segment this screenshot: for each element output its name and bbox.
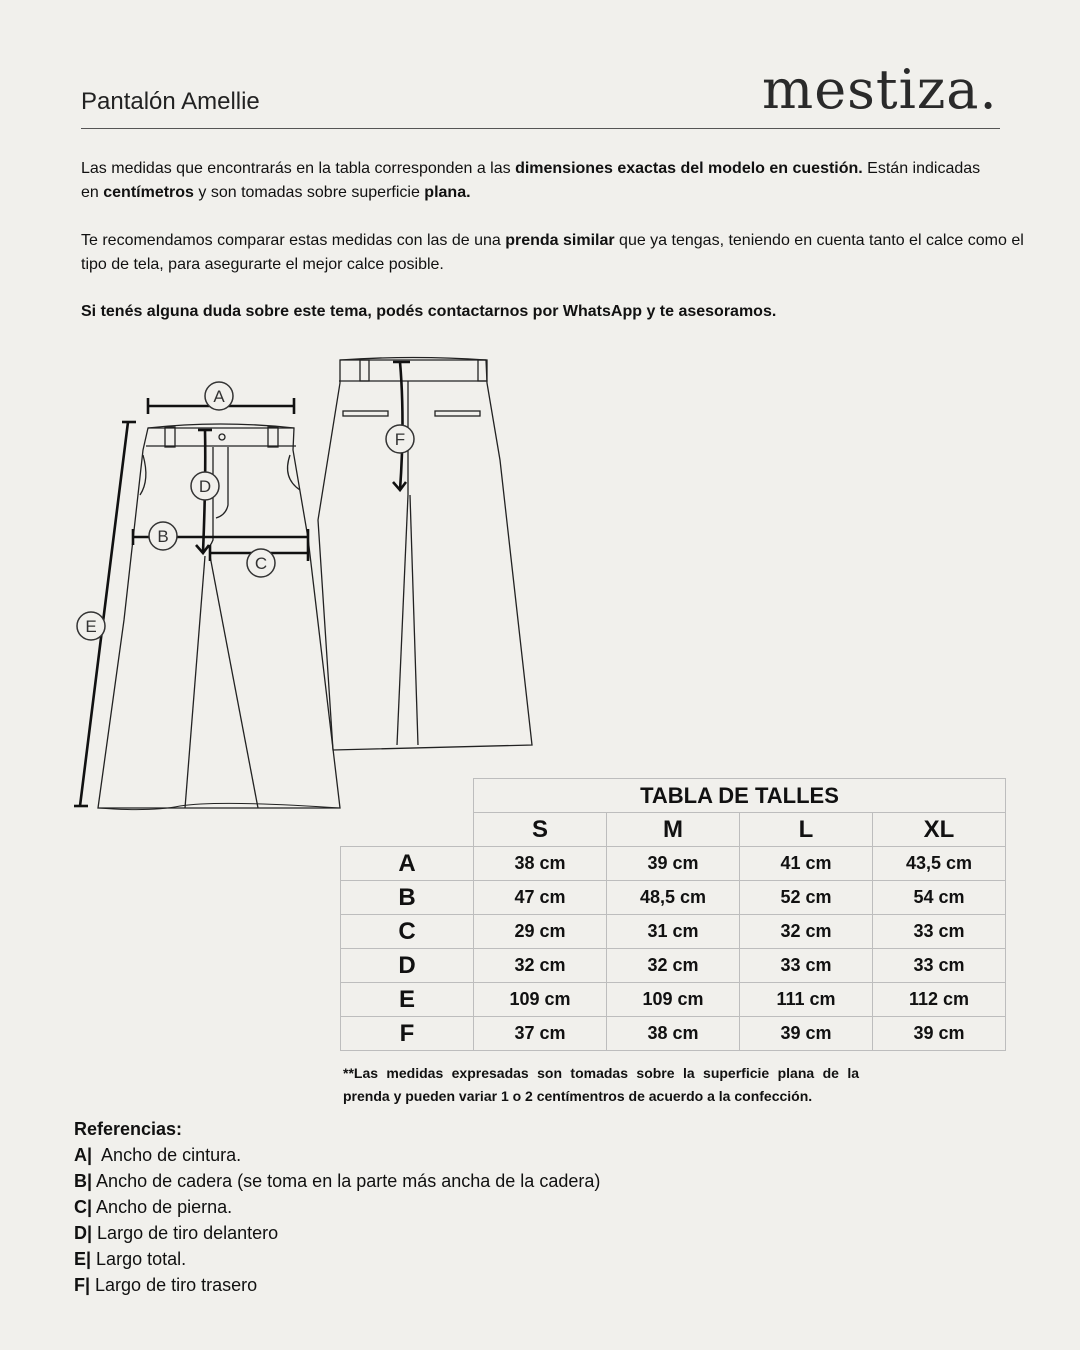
table-cell: 39 cm (607, 847, 740, 881)
reference-text: Ancho de cadera (se toma en la parte más ancha de la cadera) (92, 1171, 601, 1191)
reference-key: C| (74, 1197, 93, 1217)
reference-item (74, 1220, 600, 1246)
label-a: A (213, 387, 225, 406)
reference-item (74, 1142, 600, 1168)
table-cell: 31 cm (607, 915, 740, 949)
size-header: XL (873, 813, 1006, 847)
row-label: B (341, 881, 474, 915)
reference-key: B| (74, 1171, 93, 1191)
table-cell: 112 cm (873, 983, 1006, 1017)
row-label: D (341, 949, 474, 983)
intro-bold: centímetros (103, 184, 194, 201)
label-b: B (157, 527, 169, 546)
intro-text: y son tomadas sobre superficie (193, 184, 425, 201)
table-row (341, 847, 1006, 881)
brand-logo: mestiza. (762, 58, 998, 121)
intro-text: Te recomendamos comparar estas medidas con las de una (81, 232, 506, 249)
intro-bold: dimensiones exactas del modelo en cuestión. (515, 160, 863, 177)
intro-paragraph-1 (81, 157, 981, 205)
table-cell: 32 cm (474, 949, 607, 983)
table-cell: 33 cm (740, 949, 873, 983)
table-title: TABLA DE TALLES (474, 779, 1006, 813)
intro-paragraph-2 (81, 229, 1031, 277)
reference-item (74, 1246, 600, 1272)
intro-text: que ya tengas, teniendo en cuenta tanto el calce como el tipo de tela, para asegurarte el mejor calce posible. (81, 232, 1024, 273)
table-cell: 38 cm (607, 1017, 740, 1051)
table-cell: 47 cm (474, 881, 607, 915)
reference-item (74, 1194, 600, 1220)
size-header: S (474, 813, 607, 847)
label-f: F (394, 430, 406, 449)
table-cell: 32 cm (740, 915, 873, 949)
row-label: E (341, 983, 474, 1017)
table-cell: 39 cm (740, 1017, 873, 1051)
references (74, 1116, 600, 1298)
pants-diagram (60, 340, 560, 820)
table-cell: 33 cm (873, 915, 1006, 949)
reference-item (74, 1168, 600, 1194)
intro-paragraph-3: Si tenés alguna duda sobre este tema, podés contactarnos por WhatsApp y te asesoramos. (81, 303, 777, 320)
table-cell: 109 cm (607, 983, 740, 1017)
table-cell: 109 cm (474, 983, 607, 1017)
table-corner (341, 813, 474, 847)
back-pants-drawing (318, 358, 532, 751)
table-cell: 54 cm (873, 881, 1006, 915)
table-cell: 32 cm (607, 949, 740, 983)
row-label: C (341, 915, 474, 949)
table-row (341, 881, 1006, 915)
table-cell: 52 cm (740, 881, 873, 915)
label-c: C (254, 554, 268, 573)
measurement-note: **Las medidas expresadas son tomadas sobre la superficie plana de la prenda y pueden variar 1 o 2 centímentros de acuerdo a la confección. (343, 1065, 859, 1104)
table-cell: 111 cm (740, 983, 873, 1017)
table-cell: 38 cm (474, 847, 607, 881)
table-row (341, 983, 1006, 1017)
table-cell: 43,5 cm (873, 847, 1006, 881)
header-divider (81, 128, 1000, 129)
reference-text: Largo de tiro delantero (92, 1223, 279, 1243)
table-cell: 41 cm (740, 847, 873, 881)
table-corner (341, 779, 474, 813)
reference-item (74, 1272, 600, 1298)
size-header: M (607, 813, 740, 847)
reference-text: Ancho de cintura. (92, 1145, 242, 1165)
reference-key: D| (74, 1223, 93, 1243)
intro-text: Las medidas que encontrarás en la tabla corresponden a las (81, 160, 516, 177)
table-cell: 48,5 cm (607, 881, 740, 915)
table-cell: 33 cm (873, 949, 1006, 983)
table-cell: 37 cm (474, 1017, 607, 1051)
size-table (340, 778, 1006, 1051)
row-label: A (341, 847, 474, 881)
table-row (341, 1017, 1006, 1051)
reference-key: A| (74, 1145, 93, 1165)
table-row (341, 915, 1006, 949)
reference-text: Ancho de pierna. (92, 1197, 233, 1217)
row-label: F (341, 1017, 474, 1051)
table-cell: 39 cm (873, 1017, 1006, 1051)
intro-bold: prenda similar (505, 232, 615, 249)
reference-text: Largo de tiro trasero (90, 1275, 258, 1295)
label-d: D (198, 477, 212, 496)
table-cell: 29 cm (474, 915, 607, 949)
reference-text: Largo total. (91, 1249, 187, 1269)
reference-key: E| (74, 1249, 92, 1269)
label-e: E (85, 617, 97, 636)
references-heading: Referencias: (74, 1119, 183, 1139)
size-header: L (740, 813, 873, 847)
table-row (341, 949, 1006, 983)
reference-key: F| (74, 1275, 91, 1295)
intro-text: Están indicadas en (81, 160, 981, 201)
intro-bold: plana. (424, 184, 471, 201)
page-title: Pantalón Amellie (81, 88, 260, 115)
